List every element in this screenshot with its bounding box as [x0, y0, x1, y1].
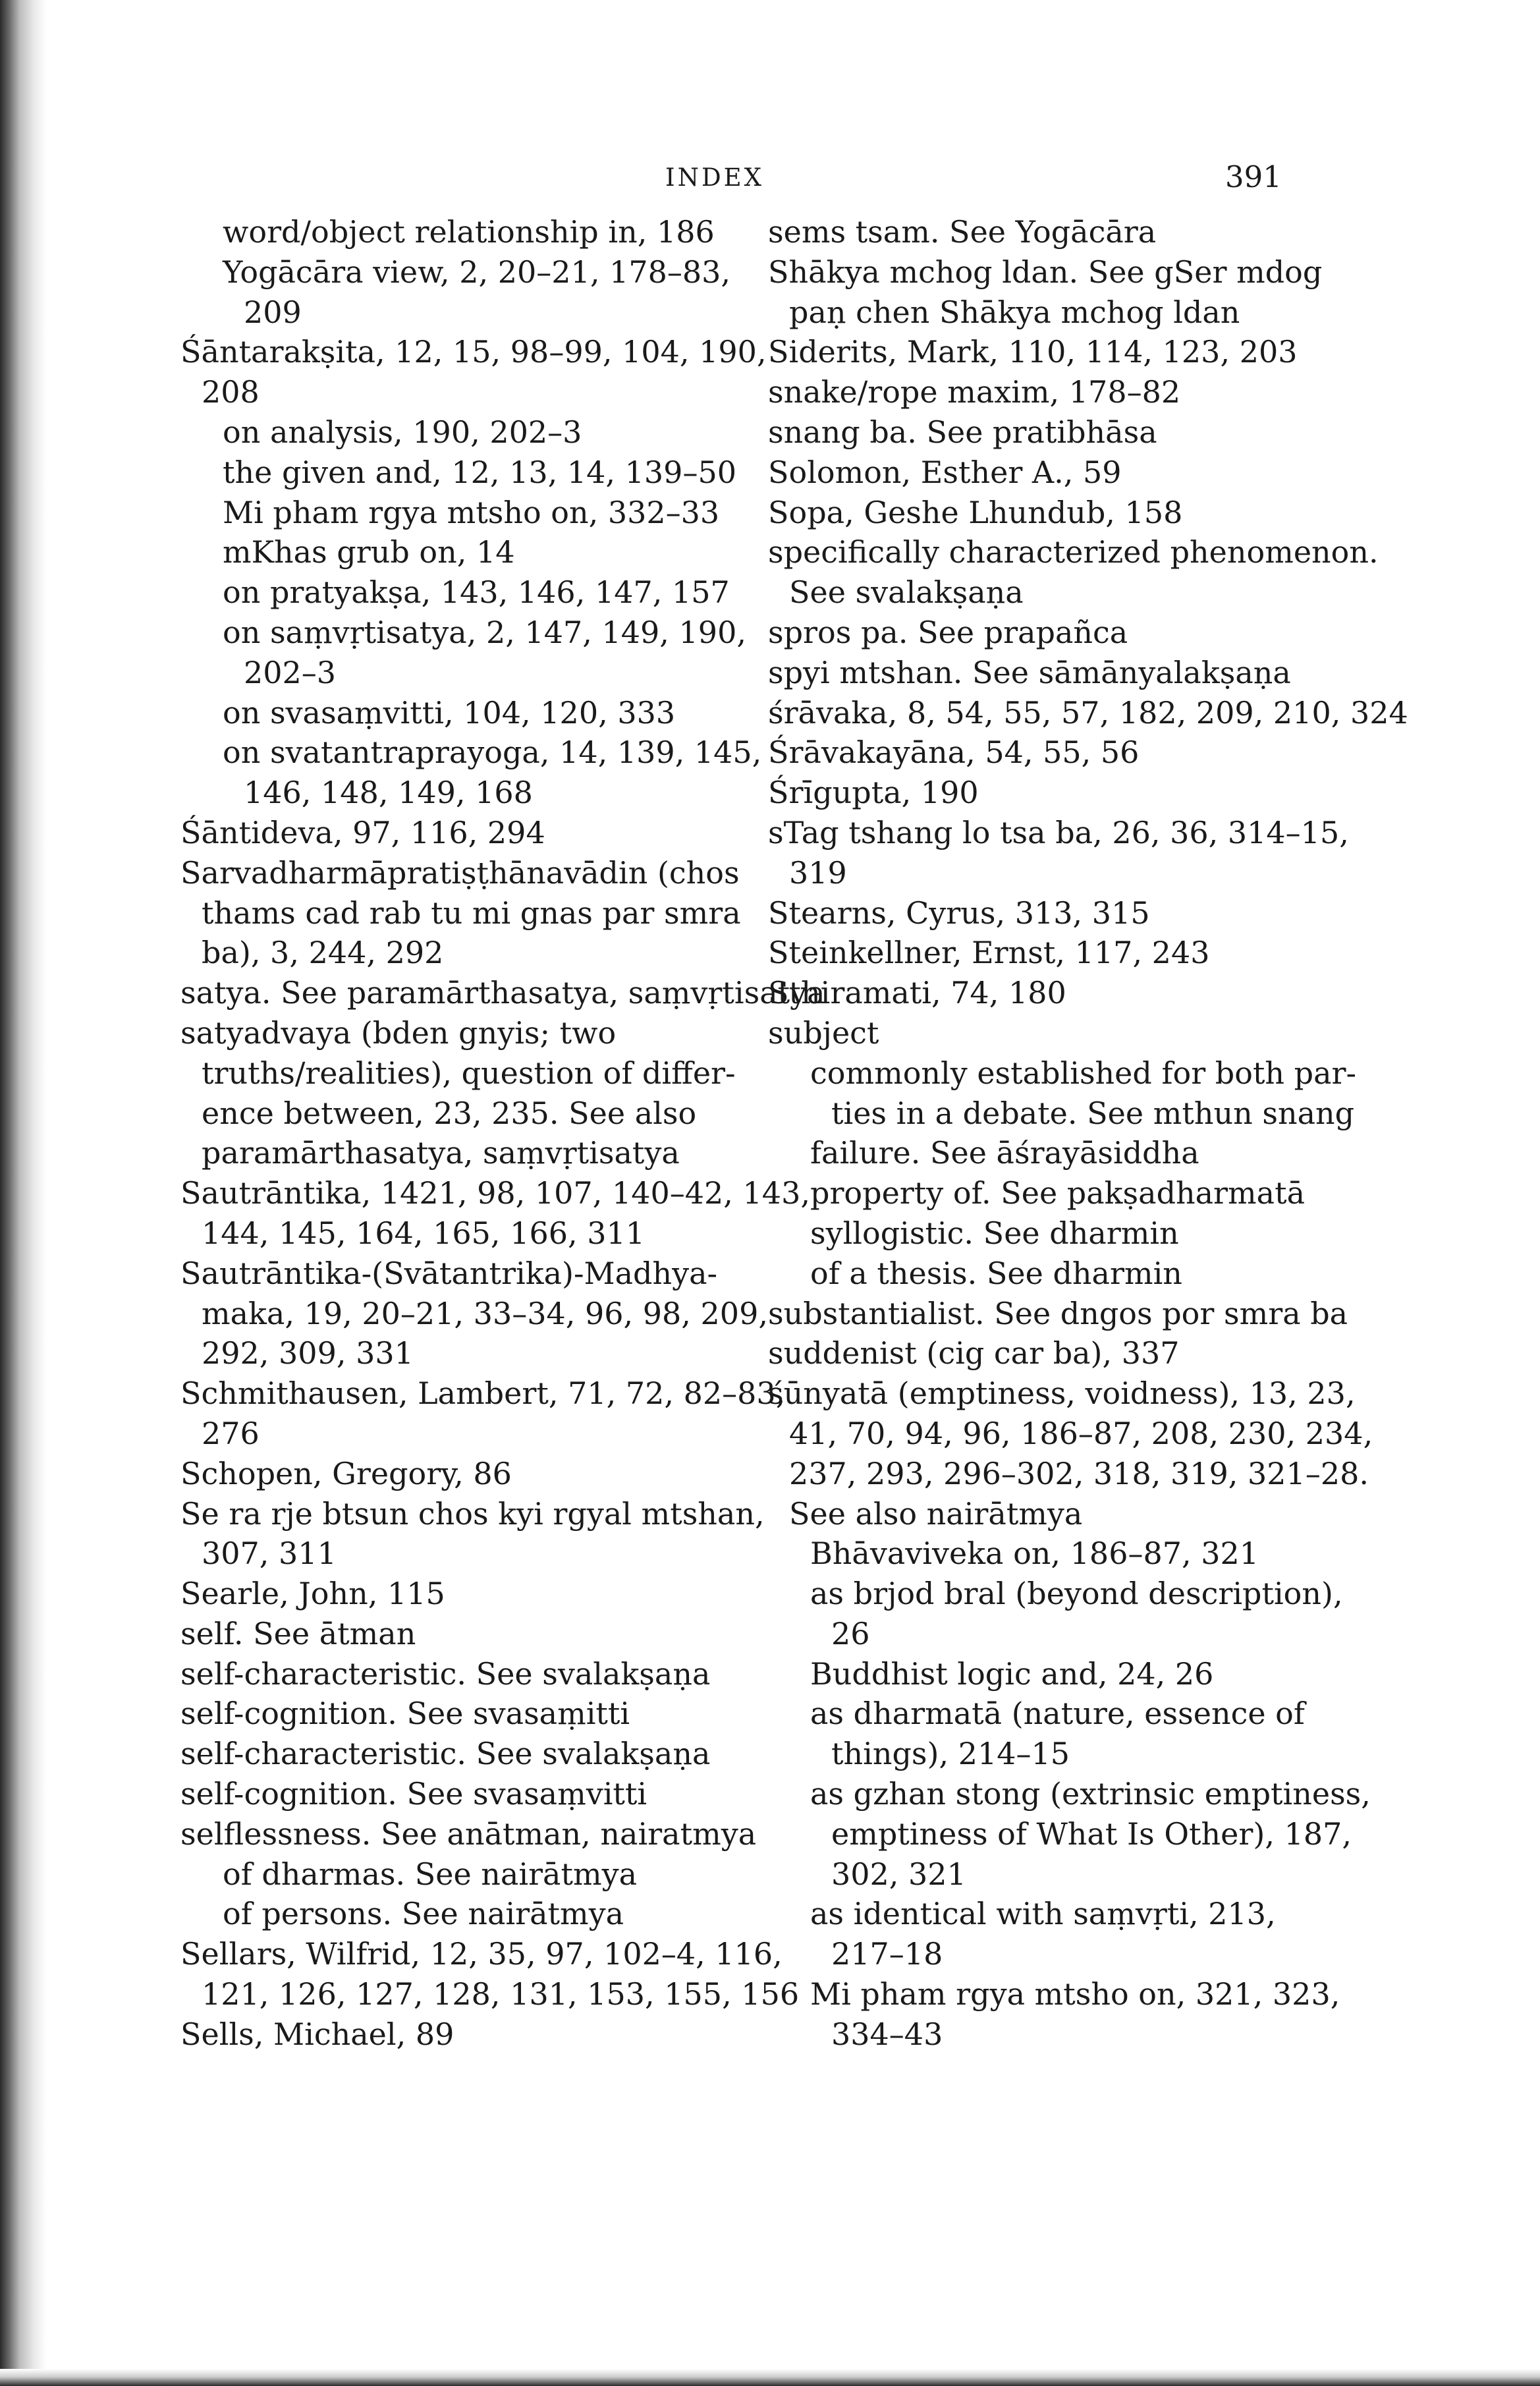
running-title: INDEX [665, 163, 765, 192]
index-entry-line: truths/realities), question of differ- [202, 1055, 736, 1091]
index-entry-line: śrāvaka, 8, 54, 55, 57, 182, 209, 210, 324 [768, 694, 1408, 731]
index-entry [180, 1614, 681, 1654]
index-entry-line: Se ra rje btsun chos kyi rgyal mtshan, [180, 1495, 765, 1532]
index-entry-line: Mi pham rgya mtsho on, 321, 323, [810, 1976, 1340, 2012]
index-entry [180, 1654, 711, 1694]
index-entry-line: 334–43 [831, 2016, 943, 2052]
index-entry [180, 813, 681, 853]
index-entry-line: as brjod bral (beyond description), [810, 1576, 1343, 1612]
index-entry-line: ence between, 23, 235. See also [202, 1095, 697, 1131]
index-entry-line: 276 [202, 1415, 260, 1451]
index-entry [180, 1173, 810, 1254]
index-entry [768, 1013, 1269, 1053]
index-subentry [180, 693, 681, 733]
index-subentry [180, 733, 762, 813]
index-subentry [768, 1534, 1269, 1574]
index-entry-line: Sopa, Geshe Lhundub, 158 [768, 494, 1183, 530]
index-entry-line: 319 [789, 854, 847, 891]
index-subentry [180, 532, 681, 572]
index-entry-line: paramārthasatya, saṃvṛtisatya [202, 1135, 680, 1171]
index-entry-line: paṇ chen Shākya mchog ldan [789, 294, 1240, 330]
index-entry-line: Siderits, Mark, 110, 114, 123, 203 [768, 334, 1298, 370]
index-entry-line: mKhas grub on, 14 [223, 534, 515, 570]
index-subentry [180, 252, 731, 333]
index-subentry [768, 1694, 1305, 1774]
index-entry-line: ties in a debate. See mthun snang [831, 1095, 1355, 1131]
index-entry-line: Schopen, Gregory, 86 [180, 1455, 512, 1491]
index-entry-line: selflessness. See anātman, nairatmya [180, 1816, 757, 1852]
index-entry [180, 332, 767, 412]
index-entry-line: snake/rope maxim, 178–82 [768, 374, 1181, 410]
index-entry-line: sTag tshang lo tsa ba, 26, 36, 314–15, [768, 814, 1349, 850]
index-entry-line: satya. See paramārthasatya, saṃvṛtisatya [180, 975, 825, 1011]
index-entry-line: thams cad rab tu mi gnas par smra [202, 895, 741, 931]
index-subentry [180, 412, 681, 453]
index-entry-line: 41, 70, 94, 96, 186–87, 208, 230, 234, [789, 1415, 1373, 1451]
index-entry-line: Solomon, Esther A., 59 [768, 454, 1122, 490]
index-entry [180, 1934, 800, 2014]
index-entry-line: Mi pham rgya mtsho on, 332–33 [223, 494, 720, 530]
index-entry-line: of dharmas. See nairātmya [223, 1856, 637, 1892]
index-entry [180, 1254, 768, 1373]
index-entry [768, 212, 1269, 252]
index-entry-line: 302, 321 [831, 1856, 966, 1892]
index-entry-line: emptiness of What Is Other), 187, [831, 1816, 1352, 1852]
index-entry-line: śūnyatā (emptiness, voidness), 13, 23, [768, 1375, 1356, 1412]
index-entry [768, 733, 1269, 773]
index-entry [768, 1373, 1373, 1534]
index-subentry [180, 1854, 681, 1895]
index-subentry [768, 1133, 1269, 1173]
book-spine-shadow [0, 0, 46, 2386]
index-entry [180, 1454, 681, 1494]
index-entry-line: 209 [244, 294, 302, 330]
index-entry-line: Śrāvakayāna, 54, 55, 56 [768, 735, 1140, 771]
index-entry-line: things), 214–15 [831, 1736, 1070, 1772]
index-entry-line: self-cognition. See svasaṃitti [180, 1696, 630, 1732]
index-entry-line: spros pa. See prapañca [768, 614, 1128, 650]
index-entry [180, 1494, 765, 1574]
index-entry-line: syllogistic. See dharmin [810, 1215, 1179, 1251]
index-entry-line: maka, 19, 20–21, 33–34, 96, 98, 209, [202, 1295, 768, 1331]
index-entry [768, 453, 1269, 493]
index-entry-line: on svasaṃvitti, 104, 120, 333 [223, 694, 676, 731]
index-subentry [768, 1774, 1371, 1894]
index-entry [768, 933, 1269, 973]
index-entry-line: Shākya mchog ldan. See gSer mdog [768, 254, 1323, 290]
index-entry-line: 121, 126, 127, 128, 131, 153, 155, 156 [202, 1976, 800, 2012]
index-entry-line: property of. See pakṣadharmatā [810, 1175, 1306, 1211]
index-entry-line: 144, 145, 164, 165, 166, 311 [202, 1215, 646, 1251]
index-entry-line: See also nairātmya [789, 1495, 1083, 1532]
index-entry-line: on pratyakṣa, 143, 146, 147, 157 [223, 574, 730, 611]
index-entry-line: Śrīgupta, 190 [768, 775, 979, 811]
index-entry-line: as dharmatā (nature, essence of [810, 1696, 1305, 1732]
index-entry [180, 1774, 681, 1814]
index-entry [180, 2014, 681, 2055]
index-entry-line: self-characteristic. See svalakṣaṇa [180, 1736, 711, 1772]
index-entry-line: Sautrāntika, 1421, 98, 107, 140–42, 143, [180, 1175, 810, 1211]
index-entry-line: satyadvaya (bden gnyis; two [180, 1014, 617, 1051]
index-entry-line: 237, 293, 296–302, 318, 319, 321–28. [789, 1455, 1369, 1491]
index-subentry [768, 1974, 1340, 2055]
index-entry-line: spyi mtshan. See sāmānyalakṣaṇa [768, 654, 1291, 690]
index-subentry [768, 1213, 1269, 1254]
index-entry-line: specifically characterized phenomenon. [768, 534, 1379, 570]
index-entry-line: 307, 311 [202, 1536, 337, 1572]
index-entry-line: Sellars, Wilfrid, 12, 35, 97, 102–4, 116, [180, 1936, 783, 1972]
index-subentry [768, 1254, 1269, 1294]
index-entry-line: Śāntideva, 97, 116, 294 [180, 814, 545, 850]
index-entry-line: of a thesis. See dharmin [810, 1255, 1182, 1291]
index-entry-line: on saṃvṛtisatya, 2, 147, 149, 190, [223, 614, 746, 650]
page-bottom-edge [0, 2369, 1540, 2386]
index-entry-line: Steinkellner, Ernst, 117, 243 [768, 935, 1210, 971]
index-entry-line: of persons. See nairātmya [223, 1896, 624, 1932]
index-entry-line: on analysis, 190, 202–3 [223, 414, 582, 450]
index-entry [180, 1734, 711, 1774]
index-subentry [768, 1173, 1306, 1213]
index-entry [768, 332, 1298, 372]
index-entry [768, 412, 1269, 453]
index-subentry [180, 1894, 681, 1934]
index-entry [768, 653, 1291, 693]
page-number: 391 [1225, 159, 1282, 194]
index-entry-line: Buddhist logic and, 24, 26 [810, 1655, 1214, 1692]
index-entry-line: failure. See āśrayāsiddha [810, 1135, 1199, 1171]
index-entry [768, 493, 1269, 533]
index-entry-line: 208 [202, 374, 260, 410]
index-entry-line: sems tsam. See Yogācāra [768, 214, 1157, 250]
index-entry-line: snang ba. See pratibhāsa [768, 414, 1157, 450]
index-entry-line: as gzhan stong (extrinsic emptiness, [810, 1776, 1371, 1812]
index-entry [768, 372, 1269, 412]
index-entry [768, 613, 1269, 653]
index-entry [768, 893, 1269, 933]
index-subentry [180, 212, 715, 252]
index-entry-line: commonly established for both par- [810, 1055, 1357, 1091]
index-entry-line: 217–18 [831, 1936, 943, 1972]
index-entry-line: suddenist (cig car ba), 337 [768, 1335, 1180, 1372]
index-entry-line: Sthiramati, 74, 180 [768, 975, 1066, 1011]
index-entry [180, 1694, 681, 1734]
index-entry-line: the given and, 12, 13, 14, 139–50 [223, 454, 736, 490]
index-subentry [768, 1894, 1276, 1974]
index-entry [768, 773, 1269, 813]
index-entry-line: Sarvadharmāpratiṣṭhānavādin (chos [180, 854, 740, 891]
index-entry-line: Searle, John, 115 [180, 1576, 445, 1612]
index-subentry [180, 613, 746, 693]
index-entry [768, 1294, 1348, 1334]
index-entry-line: Sells, Michael, 89 [180, 2016, 454, 2052]
index-entry [180, 1373, 786, 1454]
index-entry-line: Stearns, Cyrus, 313, 315 [768, 895, 1150, 931]
index-entry-line: 26 [831, 1615, 870, 1651]
index-entry-line: Śāntarakṣita, 12, 15, 98–99, 104, 190, [180, 334, 767, 370]
index-entry-line: substantialist. See dngos por smra ba [768, 1295, 1348, 1331]
index-entry [180, 1574, 681, 1614]
index-entry [768, 1333, 1269, 1373]
index-entry-line: Sautrāntika-(Svātantrika)-Madhya- [180, 1255, 718, 1291]
index-entry-line: self-characteristic. See svalakṣaṇa [180, 1655, 711, 1692]
index-entry [180, 1013, 736, 1173]
index-entry-line: on svatantraprayoga, 14, 139, 145, [223, 735, 762, 771]
index-subentry [768, 1574, 1343, 1654]
index-entry-line: 292, 309, 331 [202, 1335, 414, 1372]
index-subentry [768, 1053, 1357, 1134]
index-entry [768, 813, 1349, 893]
index-entry-line: ba), 3, 244, 292 [202, 935, 444, 971]
index-entry-line: 146, 148, 149, 168 [244, 775, 533, 811]
index-entry-line: subject [768, 1014, 879, 1051]
index-entry [180, 1814, 757, 1854]
index-entry-line: self-cognition. See svasaṃvitti [180, 1776, 647, 1812]
index-entry-line: Schmithausen, Lambert, 71, 72, 82–83, [180, 1375, 786, 1412]
index-entry [768, 693, 1408, 733]
index-entry-line: word/object relationship in, 186 [223, 214, 715, 250]
index-column-right [768, 212, 1408, 2055]
index-subentry [180, 493, 720, 533]
index-entry-line: self. See ātman [180, 1615, 416, 1651]
index-subentry [768, 1654, 1269, 1694]
index-entry-line: 202–3 [244, 654, 337, 690]
index-subentry [180, 572, 730, 613]
index-entry [768, 532, 1379, 613]
index-entry-line: Bhāvaviveka on, 186–87, 321 [810, 1536, 1259, 1572]
index-entry-line: as identical with saṃvṛti, 213, [810, 1896, 1276, 1932]
index-entry [180, 973, 825, 1013]
index-subentry [180, 453, 736, 493]
index-entry-line: See svalakṣaṇa [789, 574, 1024, 611]
index-entry [768, 252, 1323, 333]
index-entry-line: Yogācāra view, 2, 20–21, 178–83, [223, 254, 731, 290]
index-entry [768, 973, 1269, 1013]
index-entry [180, 853, 741, 973]
